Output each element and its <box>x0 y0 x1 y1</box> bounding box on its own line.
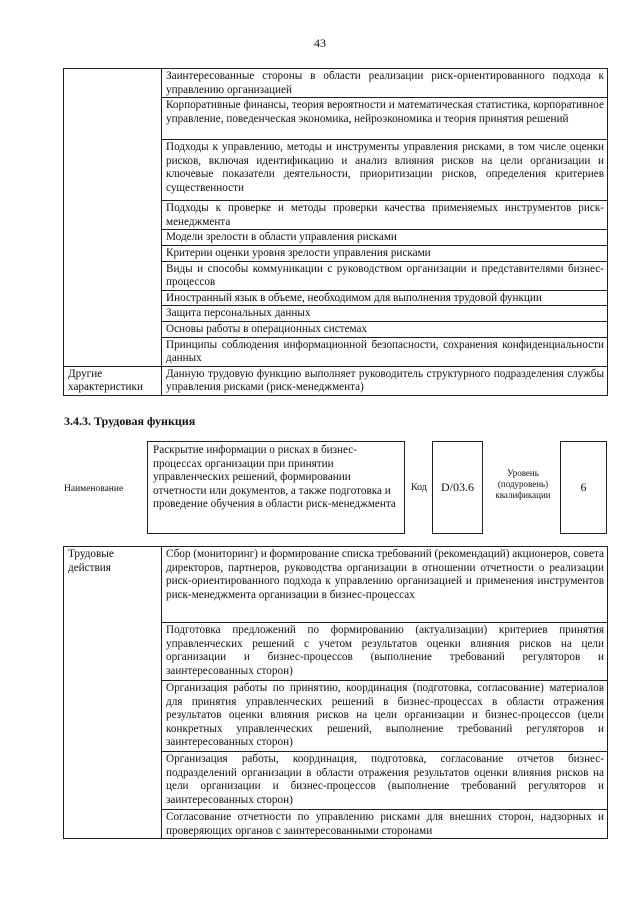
name-label: Наименование <box>64 484 124 494</box>
knowledge-item: Основы работы в операционных системах <box>162 321 608 337</box>
knowledge-item: Защита персональных данных <box>162 306 608 322</box>
actions-table <box>63 546 608 839</box>
knowledge-item: Принципы соблюдения информационной безопасности, сохранения конфиденциальности данных <box>162 337 608 366</box>
action-item: Согласование отчетности по управлению рисками для внешних сторон, надзорных и проверяющих органов с заинтересованными сторонами <box>162 810 608 839</box>
empty-label-cell <box>64 69 162 367</box>
other-text-cell: Данную трудовую функцию выполняет руководитель структурного подразделения службы управления рисками (риск-менеджмента) <box>162 366 608 395</box>
knowledge-item: Виды и способы коммуникации с руководством организации и представителями бизнес-процессов <box>162 261 608 290</box>
action-item: Организация работы по принятию, координация (подготовка, согласование) материалов для принятия управленческих решений в бизнес-процессах в области отражения результатов оценки влияния рисков на цели организации и бизнес-процессов (цели конкретных управленческих решений, выполнение требований регуляторов и заинтересованных сторон) <box>162 681 608 752</box>
knowledge-item: Модели зрелости в области управления рисками <box>162 230 608 246</box>
action-item: Организация работы, координация, подготовка, согласование отчетов бизнес-подразделений организации в области отражения результатов оценки влияния рисков на цели организации и бизнес-процессов (выполнение требований регуляторов и заинтересованных сторон) <box>162 752 608 810</box>
code-label: Код <box>411 482 427 493</box>
other-label-cell: Другие характеристики <box>64 366 162 395</box>
level-label: Уровень (подуровень) квалификации <box>495 468 551 500</box>
knowledge-item: Подходы к управлению, методы и инструменты управления рисками, в том числе оценки рисков, включая идентификацию и анализ влияния рисков на цели организации и ключевые показатели деятельности, приоритизации рисков, определения критериев существенности <box>162 140 608 201</box>
table-row <box>64 69 608 98</box>
knowledge-item: Иностранный язык в объеме, необходимом для выполнения трудовой функции <box>162 290 608 306</box>
action-item: Сбор (мониторинг) и формирование списка требований (рекомендаций) акционеров, совета директоров, партнеров, руководства организации в отношении отчетности о реализации риск-ориентированного подхода к управлению организацией и применения инструментов риск-менеджмента организации в бизнес-процессах <box>162 547 608 623</box>
knowledge-item: Подходы к проверке и методы проверки качества применяемых инструментов риск-менеджмента <box>162 201 608 230</box>
table-row <box>64 547 608 623</box>
code-value-box: D/03.6 <box>432 441 483 534</box>
actions-label-cell: Трудовые действия <box>64 547 162 839</box>
page-number: 43 <box>314 36 326 50</box>
level-value-box: 6 <box>560 441 607 534</box>
knowledge-item: Корпоративные финансы, теория вероятности и математическая статистика, корпоративное управление, поведенческая экономика, нейроэкономика и теория принятия решений <box>162 98 608 140</box>
section-title: 3.4.3. Трудовая функция <box>64 414 196 428</box>
knowledge-item: Критерии оценки уровня зрелости управления рисками <box>162 245 608 261</box>
function-name-box: Раскрытие информации о рисках в бизнес-процессах организации при принятии управленческих решений, формировании отчетности или документов, а также подготовка и проведение обучения в области риск-менеджмента <box>147 441 405 534</box>
knowledge-item: Заинтересованные стороны в области реализации риск-ориентированного подхода к управлению организацией <box>162 69 608 98</box>
action-item: Подготовка предложений по формированию (актуализации) критериев принятия управленческих решений с учетом результатов оценки влияния рисков на цели организации и бизнес-процессов (выполнение требований регуляторов и заинтересованных сторон) <box>162 623 608 681</box>
knowledge-table <box>63 68 608 396</box>
table-row <box>64 366 608 395</box>
